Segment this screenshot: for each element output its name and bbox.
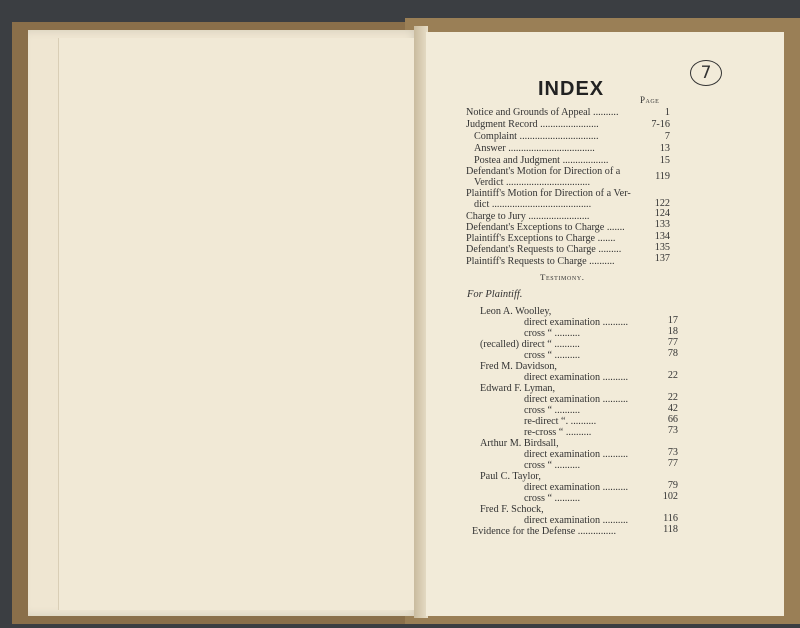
testimony-entry: cross “ .......... — [524, 405, 581, 416]
index-entry: Plaintiff's Motion for Direction of a Ver- — [466, 188, 631, 199]
index-entry: Postea and Judgment .................. — [474, 155, 609, 166]
for-plaintiff-heading: For Plaintiff. — [467, 289, 523, 300]
testimony-page: 17 — [667, 315, 678, 326]
index-entry: Notice and Grounds of Appeal .......... — [466, 107, 619, 118]
index-entry: Complaint ............................... — [474, 131, 599, 142]
index-entry-page: 122 — [654, 198, 670, 209]
witness-name: Edward F. Lyman, — [480, 383, 556, 394]
testimony-page: 42 — [667, 403, 678, 414]
testimony-page: 77 — [667, 337, 678, 348]
testimony-heading: Testimony. — [540, 272, 585, 282]
index-entry-page: 13 — [659, 143, 670, 154]
handwritten-page-number: 7 — [690, 60, 722, 86]
index-entry: Defendant's Exceptions to Charge ....... — [466, 222, 625, 233]
index-entry: Answer .................................. — [474, 143, 595, 154]
testimony-entry: direct examination .......... — [524, 317, 629, 328]
index-entry-page: 135 — [654, 242, 670, 253]
witness-name: Leon A. Woolley, — [480, 306, 552, 317]
testimony-entry: Evidence for the Defense ............... — [472, 526, 616, 537]
index-entry-page: 1 — [664, 107, 670, 118]
testimony-entry: direct examination .......... — [524, 482, 629, 493]
index-entry-page: 15 — [659, 155, 670, 166]
index-entry: Plaintiff's Exceptions to Charge ....... — [466, 233, 616, 244]
testimony-entry: re-cross “ .......... — [524, 427, 592, 438]
testimony-entry: re-direct “. .......... — [524, 416, 597, 427]
index-title: INDEX — [538, 78, 605, 100]
testimony-entry: cross “ .......... — [524, 493, 581, 504]
testimony-page: 116 — [663, 513, 678, 524]
index-entry: Verdict ................................. — [474, 177, 591, 188]
witness-name: Paul C. Taylor, — [480, 471, 541, 482]
testimony-page: 66 — [667, 414, 678, 425]
witness-name: Arthur M. Birdsall, — [480, 438, 559, 449]
index-entry: Plaintiff's Requests to Charge .......... — [466, 256, 615, 267]
index-entry: Defendant's Requests to Charge ......... — [466, 244, 622, 255]
index-entry-page: 133 — [654, 219, 670, 230]
index-entry: Charge to Jury ........................ — [466, 211, 590, 222]
testimony-entry: direct examination .......... — [524, 394, 629, 405]
testimony-entry: cross “ .......... — [524, 328, 581, 339]
witness-name: Fred F. Schock, — [480, 504, 544, 515]
index-entry-page: 7-16 — [651, 119, 670, 130]
page-column-header: Page — [640, 95, 660, 105]
index-entry-page: 7 — [664, 131, 670, 142]
testimony-entry: cross “ .......... — [524, 350, 581, 361]
index-entry-page: 137 — [654, 253, 670, 264]
index-entry: Defendant's Motion for Direction of a — [466, 166, 621, 177]
testimony-page: 118 — [663, 524, 678, 535]
left-page-blank — [58, 38, 417, 610]
testimony-page: 78 — [667, 348, 678, 359]
index-entry-page: 124 — [654, 208, 670, 219]
index-entry: dict ....................................... — [474, 199, 592, 210]
testimony-entry: (recalled) direct “ .......... — [480, 339, 580, 350]
witness-name: Fred M. Davidson, — [480, 361, 557, 372]
testimony-entry: direct examination .......... — [524, 515, 629, 526]
testimony-entry: direct examination .......... — [524, 372, 629, 383]
testimony-page: 102 — [662, 491, 678, 502]
testimony-page: 22 — [667, 370, 678, 381]
testimony-page: 73 — [667, 425, 678, 436]
testimony-page: 73 — [667, 447, 678, 458]
testimony-page: 22 — [667, 392, 678, 403]
index-entry: Judgment Record ....................... — [466, 119, 599, 130]
testimony-entry: cross “ .......... — [524, 460, 581, 471]
testimony-page: 18 — [667, 326, 678, 337]
index-entry-page: 119 — [655, 171, 670, 182]
testimony-entry: direct examination .......... — [524, 449, 629, 460]
testimony-page: 77 — [667, 458, 678, 469]
testimony-page: 79 — [667, 480, 678, 491]
index-entry-page: 134 — [654, 231, 670, 242]
